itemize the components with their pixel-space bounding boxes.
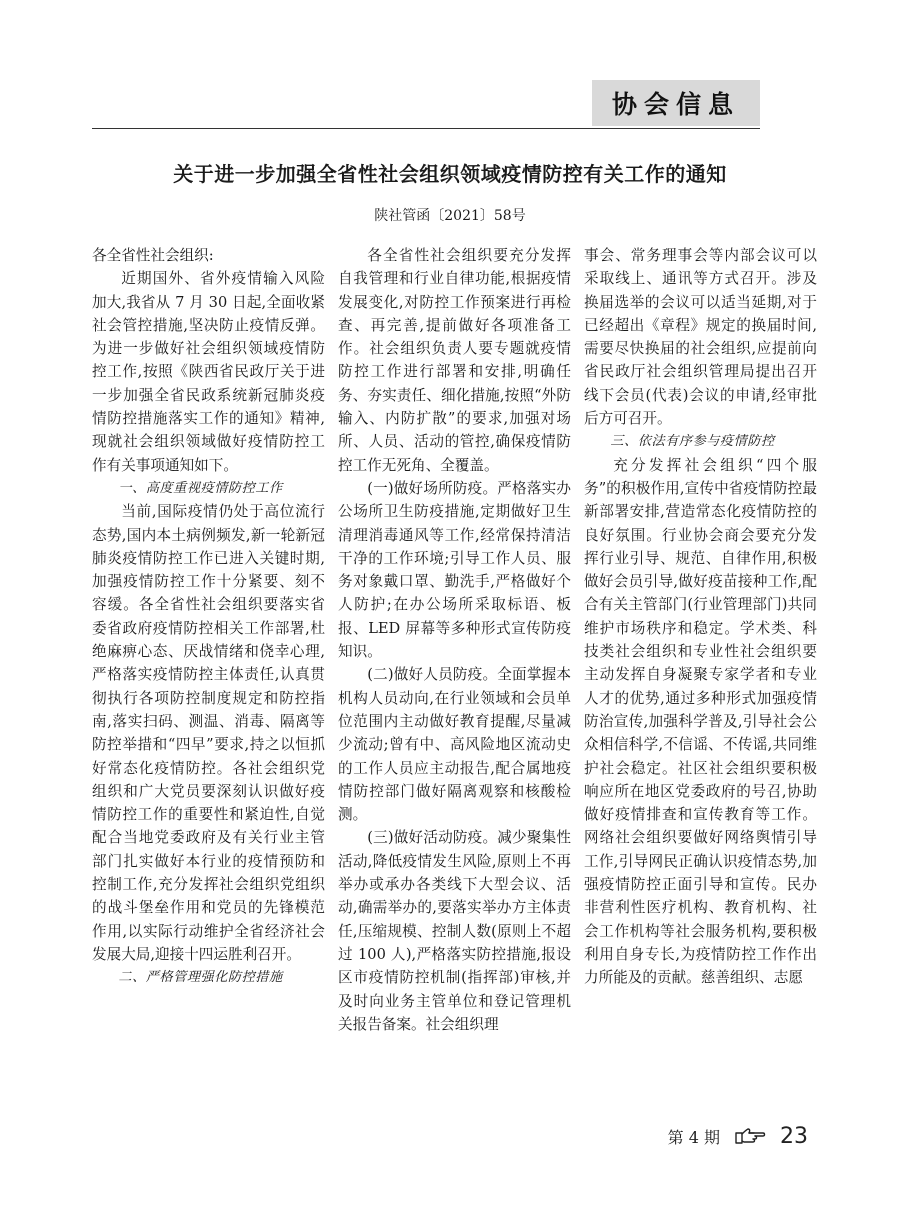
document-number: 陕社管函〔2021〕58号 — [374, 208, 526, 224]
paragraph: (二)做好人员防疫。全面掌握本机构人员动向,在行业领域和会员单位范围内主动做好教育提醒,尽量减少流动;曾有中、高风险地区流动史的工作人员应主动报告,配合属地疫情防控部门做好隔离观察和核酸检测。 — [338, 666, 571, 824]
salutation: 各全省性社会组织: — [92, 247, 214, 264]
paragraph: (三)做好活动防疫。减少聚集性活动,降低疫情发生风险,原则上不再举办或承办各类线下大型会议、活动,确需举办的,要落实举办方主体责任,压缩规模、控制人数(原则上不超过 100 人),严格落实防控措施,报设区市疫情防控机制(指挥部)审核,并及时向业务主管单位和登记管理机关报告备案。社会组织理 — [338, 829, 571, 1033]
section-heading: 三、依法有序参与疫情防控 — [610, 434, 775, 450]
section-heading: 二、严格管理强化防控措施 — [118, 970, 283, 986]
paragraph: 当前,国际疫情仍处于高位流行态势,国内本土病例频发,新一轮新冠肺炎疫情防控工作已进入关键时期,加强疫情防控工作十分紧要、刻不容缓。各全省性社会组织要落实省委省政府疫情防控相关工作部署,杜绝麻痹心态、厌战情绪和侥幸心理,严格落实疫情防控主体责任,认真贯彻执行各项防控制度规定和防控指南,落实扫码、测温、消毒、隔离等防控举措和“四早”要求,持之以恒抓好常态化疫情防控。各社会组织党组织和广大党员要深刻认识做好疫情防控工作的重要性和紧迫性,自觉配合当地党委政府及有关行业主管部门扎实做好本行业的疫情预防和控制工作,充分发挥社会组织党组织的战斗堡垒作用和党员的先锋模范作用,以实际行动维护全省经济社会发展大局,迎接十四运胜利召开。 — [92, 503, 325, 963]
column-2 — [338, 244, 571, 1104]
paragraph: 各全省性社会组织要充分发挥自我管理和行业自律功能,根据疫情发展变化,对防控工作预案进行再检查、再完善,提前做好各项准备工作。社会组织负责人要专题就疫情防控工作进行部署和安排,明确任务、夯实责任、细化措施,按照“外防输入、内防扩散”的要求,加强对场所、人员、活动的管控,确保疫情防控工作无死角、全覆盖。 — [338, 247, 571, 474]
paragraph: 近期国外、省外疫情输入风险加大,我省从 7 月 30 日起,全面收紧社会管控措施,坚决防止疫情反弹。为进一步做好社会组织领域疫情防控工作,按照《陕西省民政厅关于进一步加强全省民政系统新冠肺炎疫情防控措施落实工作的通知》精神,现就社会组织领域做好疫情防控工作有关事项通知如下。 — [92, 270, 325, 474]
section-label: 协会信息 — [592, 80, 760, 126]
page-footer — [600, 1118, 808, 1154]
paragraph: (一)做好场所防疫。严格落实办公场所卫生防疫措施,定期做好卫生清理消毒通风等工作,经常保持清洁干净的工作环境;引导工作人员、服务对象戴口罩、勤洗手,严格做好个人防护;在办公场所采取标语、板报、LED 屏幕等多种形式宣传防疫知识。 — [338, 479, 571, 661]
paragraph: 充分发挥社会组织“四个服务”的积极作用,宣传中省疫情防控最新部署安排,营造常态化疫情防控的良好氛围。行业协会商会要充分发挥行业引导、规范、自律作用,积极做好会员引导,做好疫苗接种工作,配合有关主管部门(行业管理部门)共同维护市场秩序和稳定。学术类、科技类社会组织和专业性社会组织要主动发挥自身凝聚专家学者和专业人才的优势,通过多种形式加强疫情防治宣传,加强科学普及,引导社会公众相信科学,不信谣、不传谣,共同维护社会稳定。社区社会组织要积极响应所在地区党委政府的号召,协助做好疫情排查和宣传教育等工作。网络社会组织要做好网络舆情引导工作,引导网民正确认识疫情态势,加强疫情防控正面引导和宣传。民办非营利性医疗机构、教育机构、社会工作机构等社会服务机构,要积极利用自身专长,为疫情防控工作作出力所能及的贡献。慈善组织、志愿 — [584, 456, 817, 987]
pointing-hand-icon — [734, 1126, 766, 1146]
page-number: 23 — [780, 1123, 808, 1149]
section-heading: 一、高度重视疫情防控工作 — [118, 480, 283, 496]
column-1 — [92, 244, 325, 1104]
paragraph: 事会、常务理事会等内部会议可以采取线上、通讯等方式召开。涉及换届选举的会议可以适当延期,对于已经超出《章程》规定的换届时间,需要尽快换届的社会组织,应提前向省民政厅社会组织管理局提出召开线下会员(代表)会议的申请,经审批后方可召开。 — [584, 247, 817, 428]
column-3 — [584, 244, 817, 1104]
issue-number: 第 4 期 — [667, 1127, 720, 1147]
article-title: 关于进一步加强全省性社会组织领域疫情防控有关工作的通知 — [173, 162, 727, 186]
header-divider — [92, 128, 760, 129]
